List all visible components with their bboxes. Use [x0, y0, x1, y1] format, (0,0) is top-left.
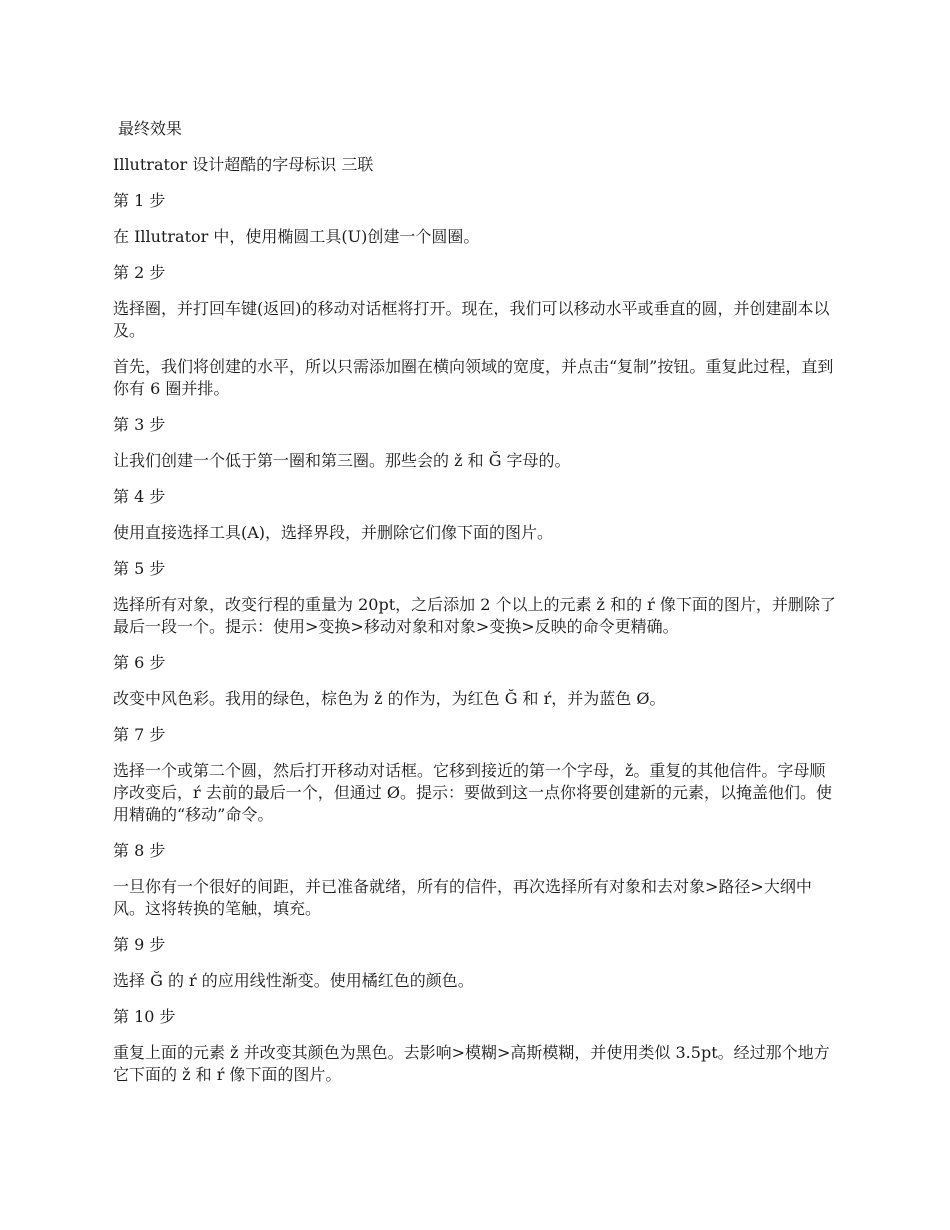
step-1-heading: 第 1 步 — [113, 191, 166, 210]
step-3-heading: 第 3 步 — [113, 415, 166, 434]
step-5-heading: 第 5 步 — [113, 559, 166, 578]
step-2-text: 选择圈，并打回车键(返回)的移动对话框将打开。现在，我们可以移动水平或垂直的圆，并创建副本以及。 — [113, 299, 830, 340]
step-8-text: 一旦你有一个很好的间距，并已准备就绪，所有的信件，再次选择所有对象和去对象>路径>大纲中风。这将转换的笔触，填充。 — [113, 877, 812, 918]
step-1-text: 在 Illutrator 中，使用椭圆工具(U)创建一个圆圈。 — [113, 227, 480, 246]
document-body — [113, 118, 838, 1100]
step-10-heading: 第 10 步 — [113, 1007, 176, 1026]
step-7-text: 选择一个或第二个圆，然后打开移动对话框。它移到接近的第一个字母，ž。重复的其他信件。字母顺序改变后，ŕ 去前的最后一个，但通过 Ø。提示：要做到这一点你将要创建新的元素，以掩盖他们。使用精确的“移动”命令。 — [113, 761, 832, 824]
step-3-text: 让我们创建一个低于第一圈和第三圈。那些会的 ž 和 Ğ 字母的。 — [113, 451, 571, 470]
step-9-text: 选择 Ğ 的 ŕ 的应用线性渐变。使用橘红色的颜色。 — [113, 971, 474, 990]
step-4-text: 使用直接选择工具(A)，选择界段，并删除它们像下面的图片。 — [113, 523, 554, 542]
step-2-heading: 第 2 步 — [113, 263, 166, 282]
step-8-heading: 第 8 步 — [113, 841, 166, 860]
step-2-text-2: 首先，我们将创建的水平，所以只需添加圈在横向领域的宽度，并点击“复制”按钮。重复此过程，直到你有 6 圈并排。 — [113, 357, 834, 398]
final-effect-label: 最终效果 — [118, 119, 183, 138]
step-9-heading: 第 9 步 — [113, 935, 166, 954]
step-6-heading: 第 6 步 — [113, 653, 166, 672]
step-4-heading: 第 4 步 — [113, 487, 166, 506]
document-title: Illutrator 设计超酷的字母标识 三联 — [113, 155, 374, 174]
step-6-text: 改变中风色彩。我用的绿色，棕色为 ž 的作为，为红色 Ğ 和 ŕ，并为蓝色 Ø。 — [113, 689, 666, 708]
step-10-text: 重复上面的元素 ž 并改变其颜色为黑色。去影响>模糊>高斯模糊，并使用类似 3.5pt。经过那个地方它下面的 ž 和 ŕ 像下面的图片。 — [113, 1043, 830, 1084]
step-7-heading: 第 7 步 — [113, 725, 166, 744]
step-5-text: 选择所有对象，改变行程的重量为 20pt，之后添加 2 个以上的元素 ž 和的 ŕ 像下面的图片，并删除了最后一段一个。提示：使用>变换>移动对象和对象>变换>反映的命令更精确。 — [113, 595, 836, 636]
